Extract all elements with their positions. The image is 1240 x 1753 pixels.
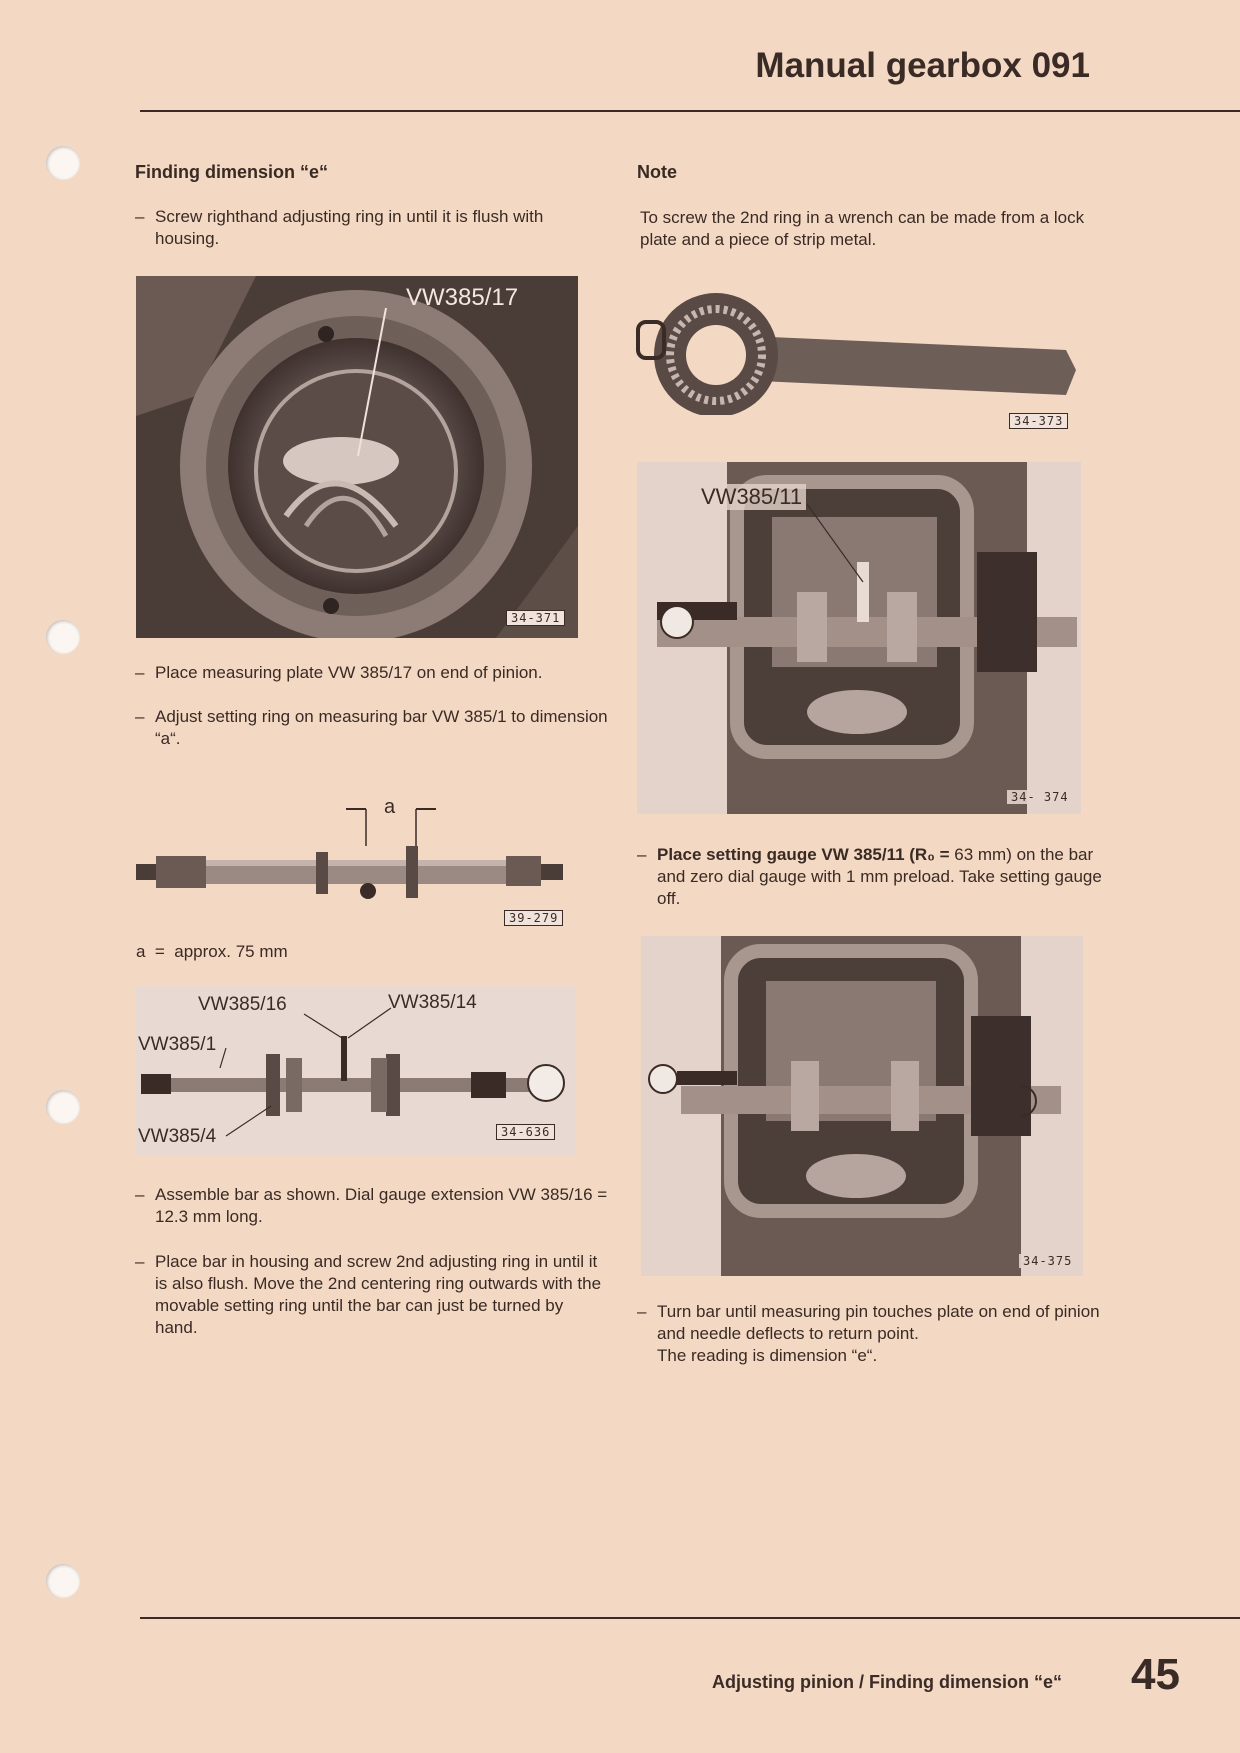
dimension-letter: a bbox=[384, 796, 396, 818]
callout-vw385-16: VW385/16 bbox=[198, 994, 287, 1015]
step-text: Adjust setting ring on measuring bar VW 385/1 to dimension “a“. bbox=[155, 707, 608, 748]
step-text: Turn bar until measuring pin touches plate on end of pinion and needle deflects to return point. bbox=[657, 1302, 1100, 1343]
dash: – bbox=[135, 1252, 145, 1271]
step-place-bar bbox=[135, 1251, 610, 1339]
step-adjust-ring bbox=[135, 706, 610, 750]
step-place-plate bbox=[135, 662, 610, 684]
figure-label: 39-279 bbox=[504, 910, 563, 926]
figure-measuring-bar bbox=[136, 796, 586, 931]
callout-vw385-1: VW385/1 bbox=[138, 1034, 217, 1055]
punch-hole-4 bbox=[46, 1564, 80, 1598]
figure-assembled-bar bbox=[136, 986, 576, 1156]
punch-hole-3 bbox=[46, 1090, 80, 1124]
figure-label: 34-375 bbox=[1019, 1254, 1076, 1268]
figure-housing-photo bbox=[136, 276, 578, 638]
step-text: Assemble bar as shown. Dial gauge extension VW 385/16 = 12.3 mm long. bbox=[155, 1185, 608, 1226]
figure-label: 34-373 bbox=[1009, 413, 1068, 429]
step-place-setting-gauge bbox=[637, 844, 1112, 910]
punch-hole-2 bbox=[46, 620, 80, 654]
wrench-illustration bbox=[636, 270, 1076, 415]
footer-rule bbox=[140, 1617, 1240, 1619]
step-text: Screw righthand adjusting ring in until it is flush with housing. bbox=[155, 207, 544, 248]
figure-label: 34-636 bbox=[496, 1124, 555, 1140]
callout-vw385-14: VW385/14 bbox=[388, 992, 477, 1013]
page-title: Manual gearbox 091 bbox=[755, 46, 1090, 85]
section-heading: Finding dimension “e“ bbox=[135, 162, 328, 182]
step-screw-ring bbox=[135, 206, 610, 250]
figure-label: 34- 374 bbox=[1007, 790, 1073, 804]
figure-setting-gauge-photo bbox=[637, 462, 1081, 814]
step-text: 63 mm) on the bar and zero dial gauge with 1 mm preload. Take setting gauge off. bbox=[657, 845, 1102, 908]
dash: – bbox=[135, 707, 145, 726]
footer-caption: Adjusting pinion / Finding dimension “e“ bbox=[712, 1672, 1062, 1692]
header-rule bbox=[140, 110, 1240, 112]
step-text: Place measuring plate VW 385/17 on end of pinion. bbox=[155, 663, 543, 682]
figure-dial-reading-photo bbox=[641, 936, 1083, 1276]
dimension-note: a = approx. 75 mm bbox=[136, 942, 288, 961]
gearbox-illustration-2 bbox=[641, 936, 1083, 1276]
figure-label: 34-371 bbox=[506, 610, 565, 626]
dash: – bbox=[637, 845, 647, 864]
step-bold-text: Place setting gauge VW 385/11 (R₀ = bbox=[657, 845, 955, 864]
housing-illustration bbox=[136, 276, 578, 638]
step-text: Place bar in housing and screw 2nd adjusting ring in until it is also flush. Move the 2nd centering ring outwards with the movable setting ring until the bar can just be turned by hand. bbox=[155, 1252, 602, 1337]
step-assemble-bar bbox=[135, 1184, 610, 1228]
figure-callout: VW385/11 bbox=[697, 484, 806, 510]
punch-hole-1 bbox=[46, 146, 80, 180]
figure-wrench bbox=[636, 270, 1076, 430]
step-turn-bar bbox=[637, 1301, 1112, 1367]
dash: – bbox=[135, 1185, 145, 1204]
note-text: To screw the 2nd ring in a wrench can be made from a lock plate and a piece of strip metal. bbox=[640, 208, 1085, 249]
dash: – bbox=[637, 1302, 647, 1321]
measuring-bar-illustration bbox=[136, 796, 586, 906]
step-text-line2: The reading is dimension “e“. bbox=[657, 1346, 878, 1365]
callout-vw385-4: VW385/4 bbox=[138, 1126, 217, 1147]
page-number: 45 bbox=[1131, 1650, 1180, 1699]
figure-callout: VW385/17 bbox=[406, 284, 519, 311]
dash: – bbox=[135, 207, 145, 226]
note-heading: Note bbox=[637, 162, 677, 182]
dash: – bbox=[135, 663, 145, 682]
gearbox-illustration-1 bbox=[637, 462, 1081, 814]
